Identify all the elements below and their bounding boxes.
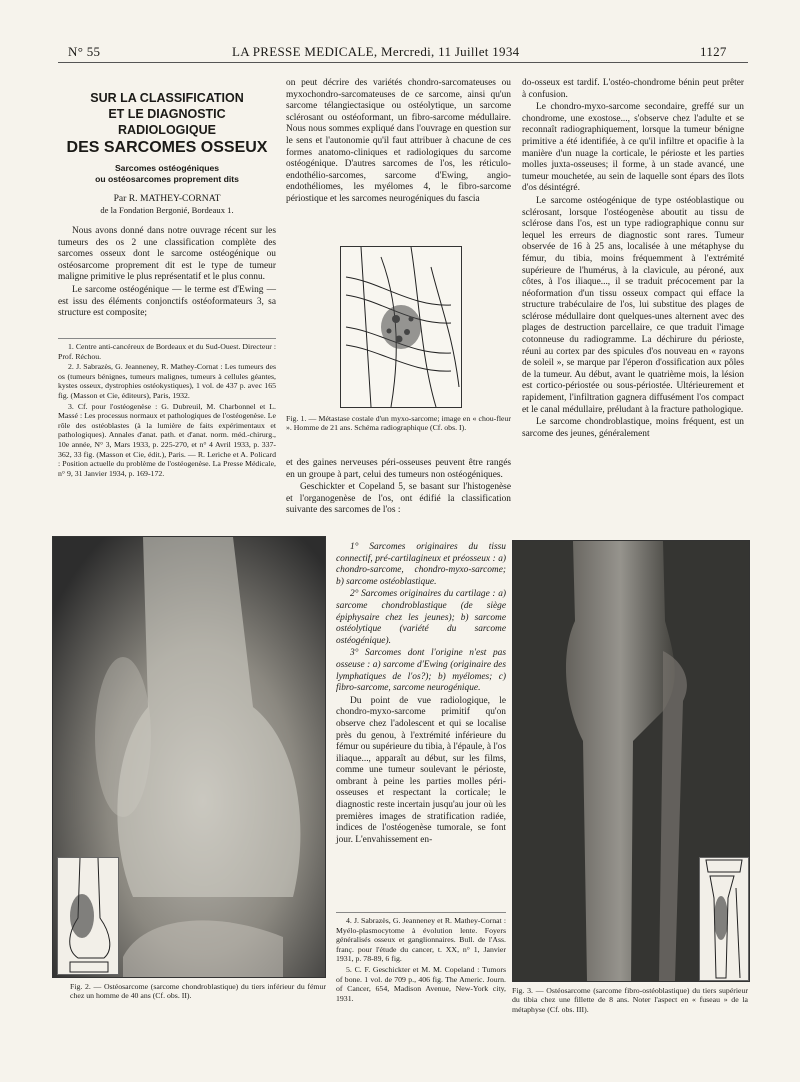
classification-2: 2° Sarcomes originaires du cartilage : a) sarcome chondroblastique (de siège épiphysaire chez les jeunes); b) sarcome ostéolytique (variété du sarcome ostéogénique).	[336, 589, 506, 646]
footnotes-col2	[336, 916, 506, 1004]
column-1-body	[58, 226, 276, 321]
figure-2-caption: Fig. 2. — Ostéosarcome (sarcome chondroblastique) du tiers inférieur du fémur chez un homme de 40 ans (Cf. obs. II).	[70, 982, 326, 1001]
issue-number: N° 55	[68, 44, 101, 59]
paragraph: Nous avons donné dans notre ouvrage récent sur les tumeurs des os 2 une classification complète des sarcomes osseux dont le sarcome ostéogénique ou ostéosarcome proprement dit est le type de tumeur maligne primitive le plus représentatif et le plus connu.	[58, 226, 276, 283]
classification-1: 1° Sarcomes originaires du tissu connectif, pré-cartilagineux et préosseux : a) chondro-sarcome, chondro-myxo-sarcome; b) sarcome ostéoblastique.	[336, 542, 506, 587]
paragraph: Le sarcome chondroblastique, moins fréquent, est un sarcome des jeunes, généralement	[522, 417, 744, 439]
header-rule	[58, 62, 748, 63]
figure-3-caption: Fig. 3. — Ostéosarcome (sarcome fibro-ostéoblastique) du tiers supérieur du tibia chez une fillette de 8 ans. Noter l'aspect en « fuseau » de la métaphyse (Cf. obs. III).	[512, 986, 748, 1014]
footnote-rule	[336, 912, 506, 913]
femur-inset-schema	[57, 857, 119, 975]
paragraph: on peut décrire des variétés chondro-sarcomateuses ou myxochondro-sarcomateuses de ce sarcome, ainsi qu'un sarcome télangiectasique ou ostéolytique, un sarcome sclérosant ou ostéoformant, un fibro-sarcome médullaire. Nous nous sommes expliqué dans l'ouvrage en question sur le sens et l'autonomie qu'il faut attribuer à chacune de ces formes anatomo-cliniques et radiologiques du sarcome ostéogénique. D'autres sarcomes de l'os, les réticulo-endothélio-sarcomes, sarcome d'Ewing, angio-endothéliomes, les myélomes 4, le fibro-sarcome périostique et les sarcomes neurogéniques du fascia	[286, 78, 511, 204]
footnote-5: 5. C. F. Geschickter et M. M. Copeland : Tumors of bone. 1 vol. de 709 p., 406 fig. The Americ. Journ. of Cancer, 654, Madison Avenue, New-York city, 1931.	[336, 964, 506, 1003]
tibia-schema-drawing	[700, 858, 748, 980]
page-number: 1127	[700, 44, 727, 59]
column-3-body	[522, 78, 744, 441]
title-line-3: DES SARCOMES OSSEUX	[66, 139, 268, 156]
subtitle-line-1: Sarcomes ostéogéniques	[114, 163, 220, 173]
column-2-middle	[286, 458, 511, 518]
column-2-top	[286, 78, 511, 207]
rib-metastasis-drawing	[341, 247, 461, 407]
paragraph: do-osseux est tardif. L'ostéo-chondrome bénin peut prêter à confusion.	[522, 78, 744, 100]
journal-title: LA PRESSE MEDICALE, Mercredi, 11 Juillet 1934	[232, 44, 520, 59]
footnote-rule	[58, 338, 276, 339]
figure-3-radiograph	[512, 540, 750, 982]
footnotes-col1	[58, 342, 276, 479]
classification-list	[336, 542, 506, 847]
footnote-4: 4. J. Sabrazès, G. Jeanneney et R. Mathey-Cornat : Myélo-plasmocytome à évolution lente. Foyers généralisés osseux et ganglionnaires. Bull. de l'Ass. franç. pour l'étude du cancer, t. XX, n° 1, Janvier 1931, p. 78-89, 6 fig.	[336, 916, 506, 964]
paragraph: Du point de vue radiologique, le chondro-myxo-sarcome primitif qu'on observe chez l'adolescent et qui se localise près du genou, à l'extrémité inférieure du fémur ou supérieure du tibia, à l'épaule, à l'os iliaque..., apparaît au début, sur les films, comme une tumeur soulevant le périoste, ombrant à peine les parties molles péri-osseuses et respectant la corticale; le diagnostic reste incertain jusqu'au jour où les premières images de stratification radiée, indices de l'ostéogenèse tumorale, se font jour. L'envahissement en-	[336, 695, 506, 845]
author: Par R. MATHEY-CORNAT	[113, 193, 221, 204]
tibia-inset-schema	[699, 857, 749, 981]
femur-schema-drawing	[58, 858, 118, 974]
affiliation: de la Fondation Bergonié, Bordeaux 1.	[100, 204, 234, 215]
title-line-1: SUR LA CLASSIFICATION	[90, 91, 244, 105]
paragraph: Le sarcome ostéogénique — le terme est d'Ewing — est issu des éléments conjonctifs ostéoformateurs 3, sa structure est composite;	[58, 284, 276, 319]
classification-3: 3° Sarcomes dont l'origine n'est pas osseuse : a) sarcome d'Ewing (originaire des lymphatiques de l'os?); b) myélomes; c) fibro-sarcome, sarcome neurogénique.	[336, 648, 506, 694]
paragraph: Le chondro-myxo-sarcome secondaire, greffé sur un chondrome, une exostose..., s'observe chez l'adulte et se reconnaît radiographiquement, lorsque la tumeur bénigne primitive a été identifiée, à ce qu'il infiltre et opacifie à la manière d'un nuage la corticale, le périoste et les parties molles juxta-osseuses; il forme, à un stade avancé, une tumeur mouchetée, au sein de laquelle sont épars des îlots d'os désintégré.	[522, 102, 744, 194]
footnote-3: 3. Cf. pour l'ostéogenèse : G. Dubreuil, M. Charbonnel et L. Massé : Les processus normaux et pathologiques de l'ostéogenèse. Le rôle des ostéoblastes (à la lumière de faits expérimentaux et pathologiques). Annales d'anat. path. et d'anat. norm. méd.-chirurg., 10e année, N° 3, Mars 1933, p. 225-270, et n° 4 Avril 1933, p. 337-362, 33 fig. (Masson et Cie, édit.), Paris. — R. Leriche et A. Policard : Position actuelle du problème de l'ostéogenèse. La Presse Médicale, n° 9, 31 Janvier 1934, p. 169-172.	[58, 401, 276, 478]
figure-1-caption: Fig. 1. — Métastase costale d'un myxo-sarcome; image en « chou-fleur ». Homme de 21 ans. Schéma radiographique (Cf. obs. I).	[286, 414, 511, 433]
title-block	[58, 90, 276, 216]
paragraph: et des gaines nerveuses péri-osseuses peuvent être rangés en un groupe à part, celui des tumeurs non ostéogéniques.	[286, 458, 511, 480]
figure-2-radiograph	[52, 536, 326, 978]
title-line-2: ET LE DIAGNOSTIC RADIOLOGIQUE	[108, 107, 226, 137]
paragraph: Geschickter et Copeland 5, se basant sur l'histogenèse et l'organogenèse de l'os, ont édifié la classification suivante des sarcomes de l'os :	[286, 482, 511, 516]
footnote-2: 2. J. Sabrazès, G. Jeanneney, R. Mathey-Cornat : Les tumeurs des os (tumeurs bénignes, tumeurs malignes, tumeurs à cellules géantes, kystes osseux, dystrophies ostéokystiques), 1 vol. de 437 p. avec 165 fig. (Masson et Cie, éditeurs), Paris, 1932.	[58, 362, 276, 400]
figure-1-schema	[340, 246, 462, 408]
paragraph: Le sarcome ostéogénique de type ostéoblastique ou sclérosant, lorsque l'ostéogenèse aboutit au tissu de sclérose dans l'os, est un type radiographique connu sur lequel les erreurs de diagnostic sont rares. Tumeur observée de 16 à 25 ans, localisée à une métaphyse du fémur, du tibia, moins fréquemment à l'extrémité supérieure de l'humérus, à la clavicule, au péroné, aux côtes, à l'os iliaque..., il se traduit précocement par la néoformation d'un tissu osseux compact qui efface la structure trabéculaire de l'os, lui substitue des plages de sclérose médullaire dont quelques-unes alternent avec des plages de destruction parcellaire, ce que traduit l'image cotonneuse du radiogramme. La déchirure du périoste, réuni au cortex par des spicules d'os nouveau en « rayons de soleil », se marque par l'éperon d'ossification aux pôles de la tumeur. Au début, avant le quatrième mois, la lésion est cortico-périostée ou sous-périostée. Ultérieurement et rapidement, l'infiltration gagnera diffusément l'os compact et le canal médullaire, préludant à la fracture pathologique.	[522, 195, 744, 415]
subtitle-line-2: ou ostéosarcomes proprement dits	[95, 174, 239, 184]
footnote-1: 1. Centre anti-cancéreux de Bordeaux et du Sud-Ouest. Directeur : Prof. Réchou.	[58, 342, 276, 361]
